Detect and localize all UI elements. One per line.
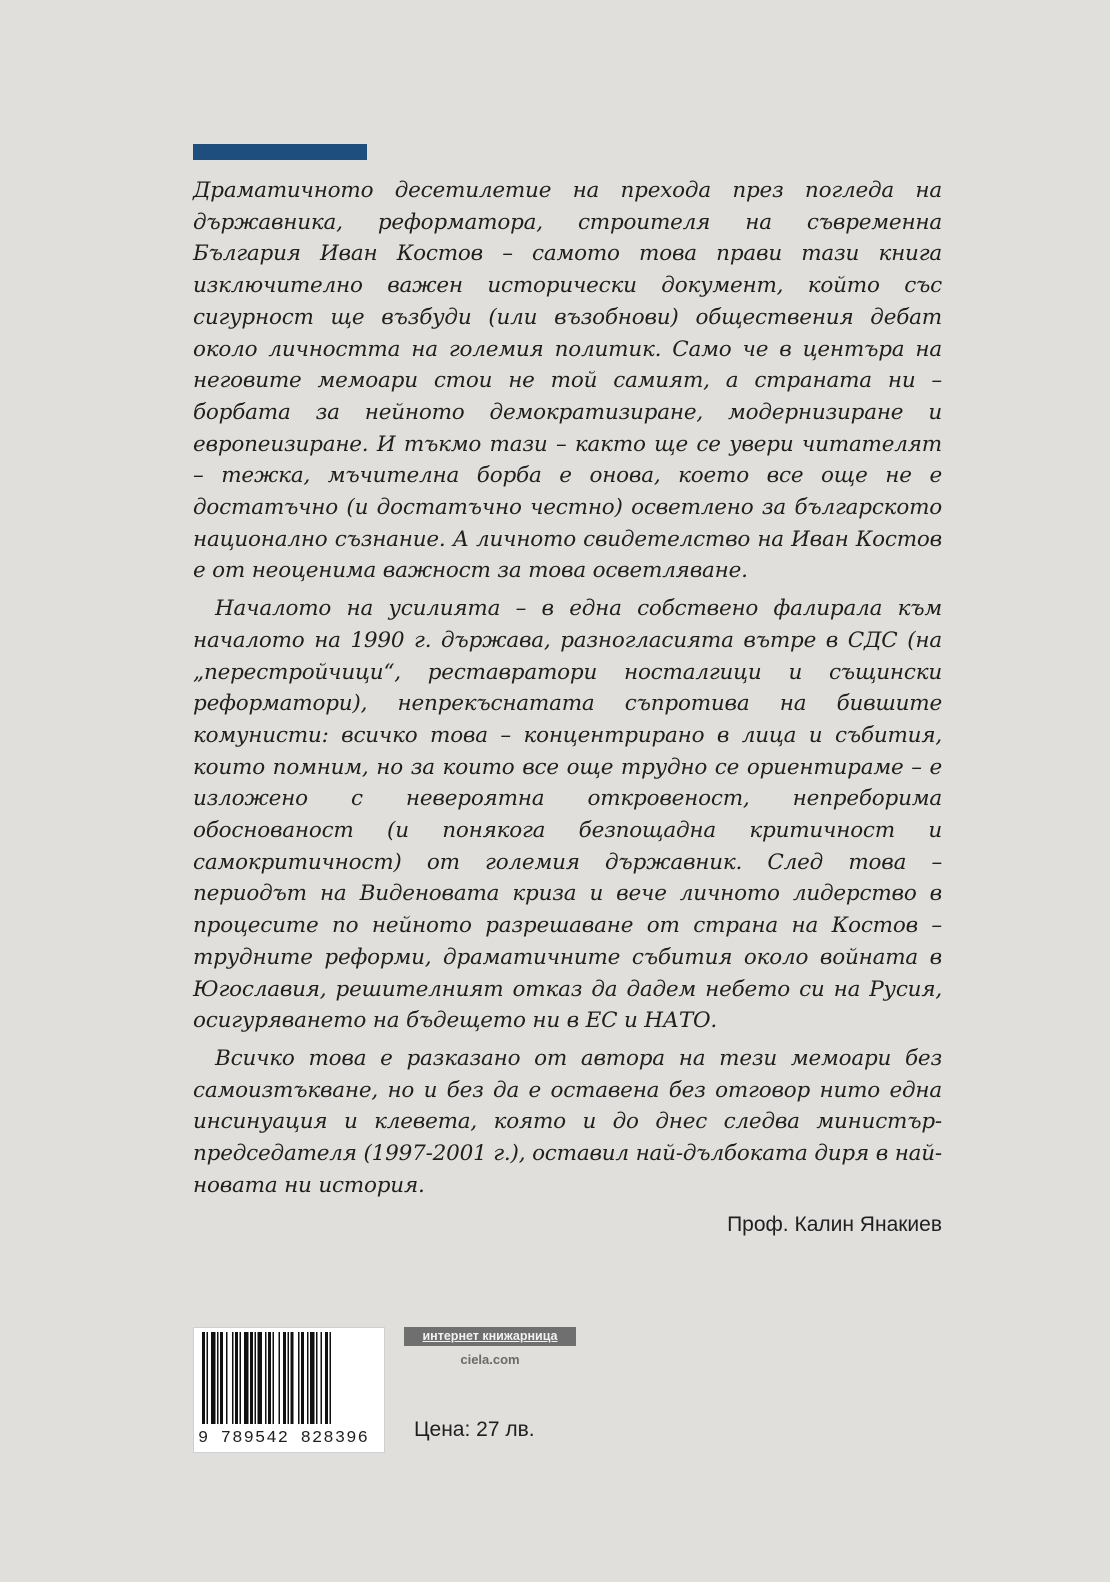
blurb-text [193,175,942,1208]
barcode-bar [321,1332,323,1424]
barcode-bar [255,1332,257,1424]
barcode-bar [202,1332,205,1424]
barcode-bar [316,1332,318,1424]
barcode-bar [291,1332,294,1424]
barcode-bar [283,1332,286,1424]
barcode-bar [307,1332,309,1424]
barcode-bar [325,1332,328,1424]
bookshop-site: ciela.com [460,1352,520,1367]
barcode-bar [268,1332,271,1424]
barcode-bar [330,1332,332,1424]
barcode-bar [298,1332,300,1424]
blurb-paragraph-2: Началото на усилията – в една собствено фалирала към началото на 1990 г. държава, разногласията вътре в СДС (на „перестройчици“, реставратори носталгици и същински реформатори), непрекъснатата съпротива на бившите комунисти: всичко това – концентрирано в лица и събития, които помним, но за които все още трудно се ориентираме – е изложено с невероятна откровеност, непреборима обоснованост (и понякога безпощадна критичност и самокритичност) от големия държавник. След това – периодът на Виденовата криза и вече личното лидерство в процесите по нейното разрешаване от страна на Костов – трудните реформи, драматичните събития около войната в Югославия, решителният отказ да дадем небето си на Русия, осигуряването на бъдещето ни в ЕС и НАТО. [193,596,942,1034]
accent-bar [193,144,367,160]
price-label: Цена: 27 лв. [414,1418,535,1441]
barcode-bar [279,1332,281,1424]
barcode-bar [207,1332,209,1424]
barcode-bar [265,1332,267,1424]
barcode-bar [232,1332,234,1424]
barcode-bar [310,1332,315,1424]
barcode-bar [244,1332,249,1424]
blurb-paragraph-3: Всичко това е разказано от автора на тези мемоари без самоизтъкване, но и без да е оставена без отговор нито една инсинуация и клевета, която и до днес следва министър-председателя (1997-2001 г.), оставил най-дълбоката диря в най-новата ни история. [193,1045,942,1198]
barcode-bar [288,1332,290,1424]
barcode-bar [273,1332,275,1424]
barcode-bar [226,1332,228,1424]
author-signature: Проф. Калин Янакиев [727,1213,942,1236]
blurb-paragraph-1: Драматичното десетилетие на прехода през погледа на държавника, реформатора, строителя на съвременна България Иван Костов – самото това прави тази книга изключително важен исторически документ, който със сигурност ще възбуди (или възобнови) обществения дебат около личността на големия политик. Само че в центъра на неговите мемоари стои не той самият, а страната ни – борбата за нейното демократизиране, модернизиране и европеизиране. И тъкмо тази – както ще се увери читателят – тежка, мъчителна борба е онова, което все още не е достатъчно (и достатъчно честно) осветлено за българското национално съзнание. А личното свидетелство на Иван Костов е от неоценима важност за това осветляване. [193,178,942,584]
barcode-bar [220,1332,223,1424]
barcode-bars [202,1332,374,1424]
bookshop-badge: интернет книжарница [404,1327,576,1346]
isbn-digits: 9 789542 828396 [198,1429,370,1448]
barcode-bar [240,1332,242,1424]
barcode-bar [217,1332,219,1424]
barcode-bar [301,1332,304,1424]
barcode-bar [258,1332,263,1424]
barcode-bar [235,1332,238,1424]
barcode-bar [250,1332,253,1424]
isbn-barcode [193,1327,385,1453]
barcode-bar [211,1332,216,1424]
